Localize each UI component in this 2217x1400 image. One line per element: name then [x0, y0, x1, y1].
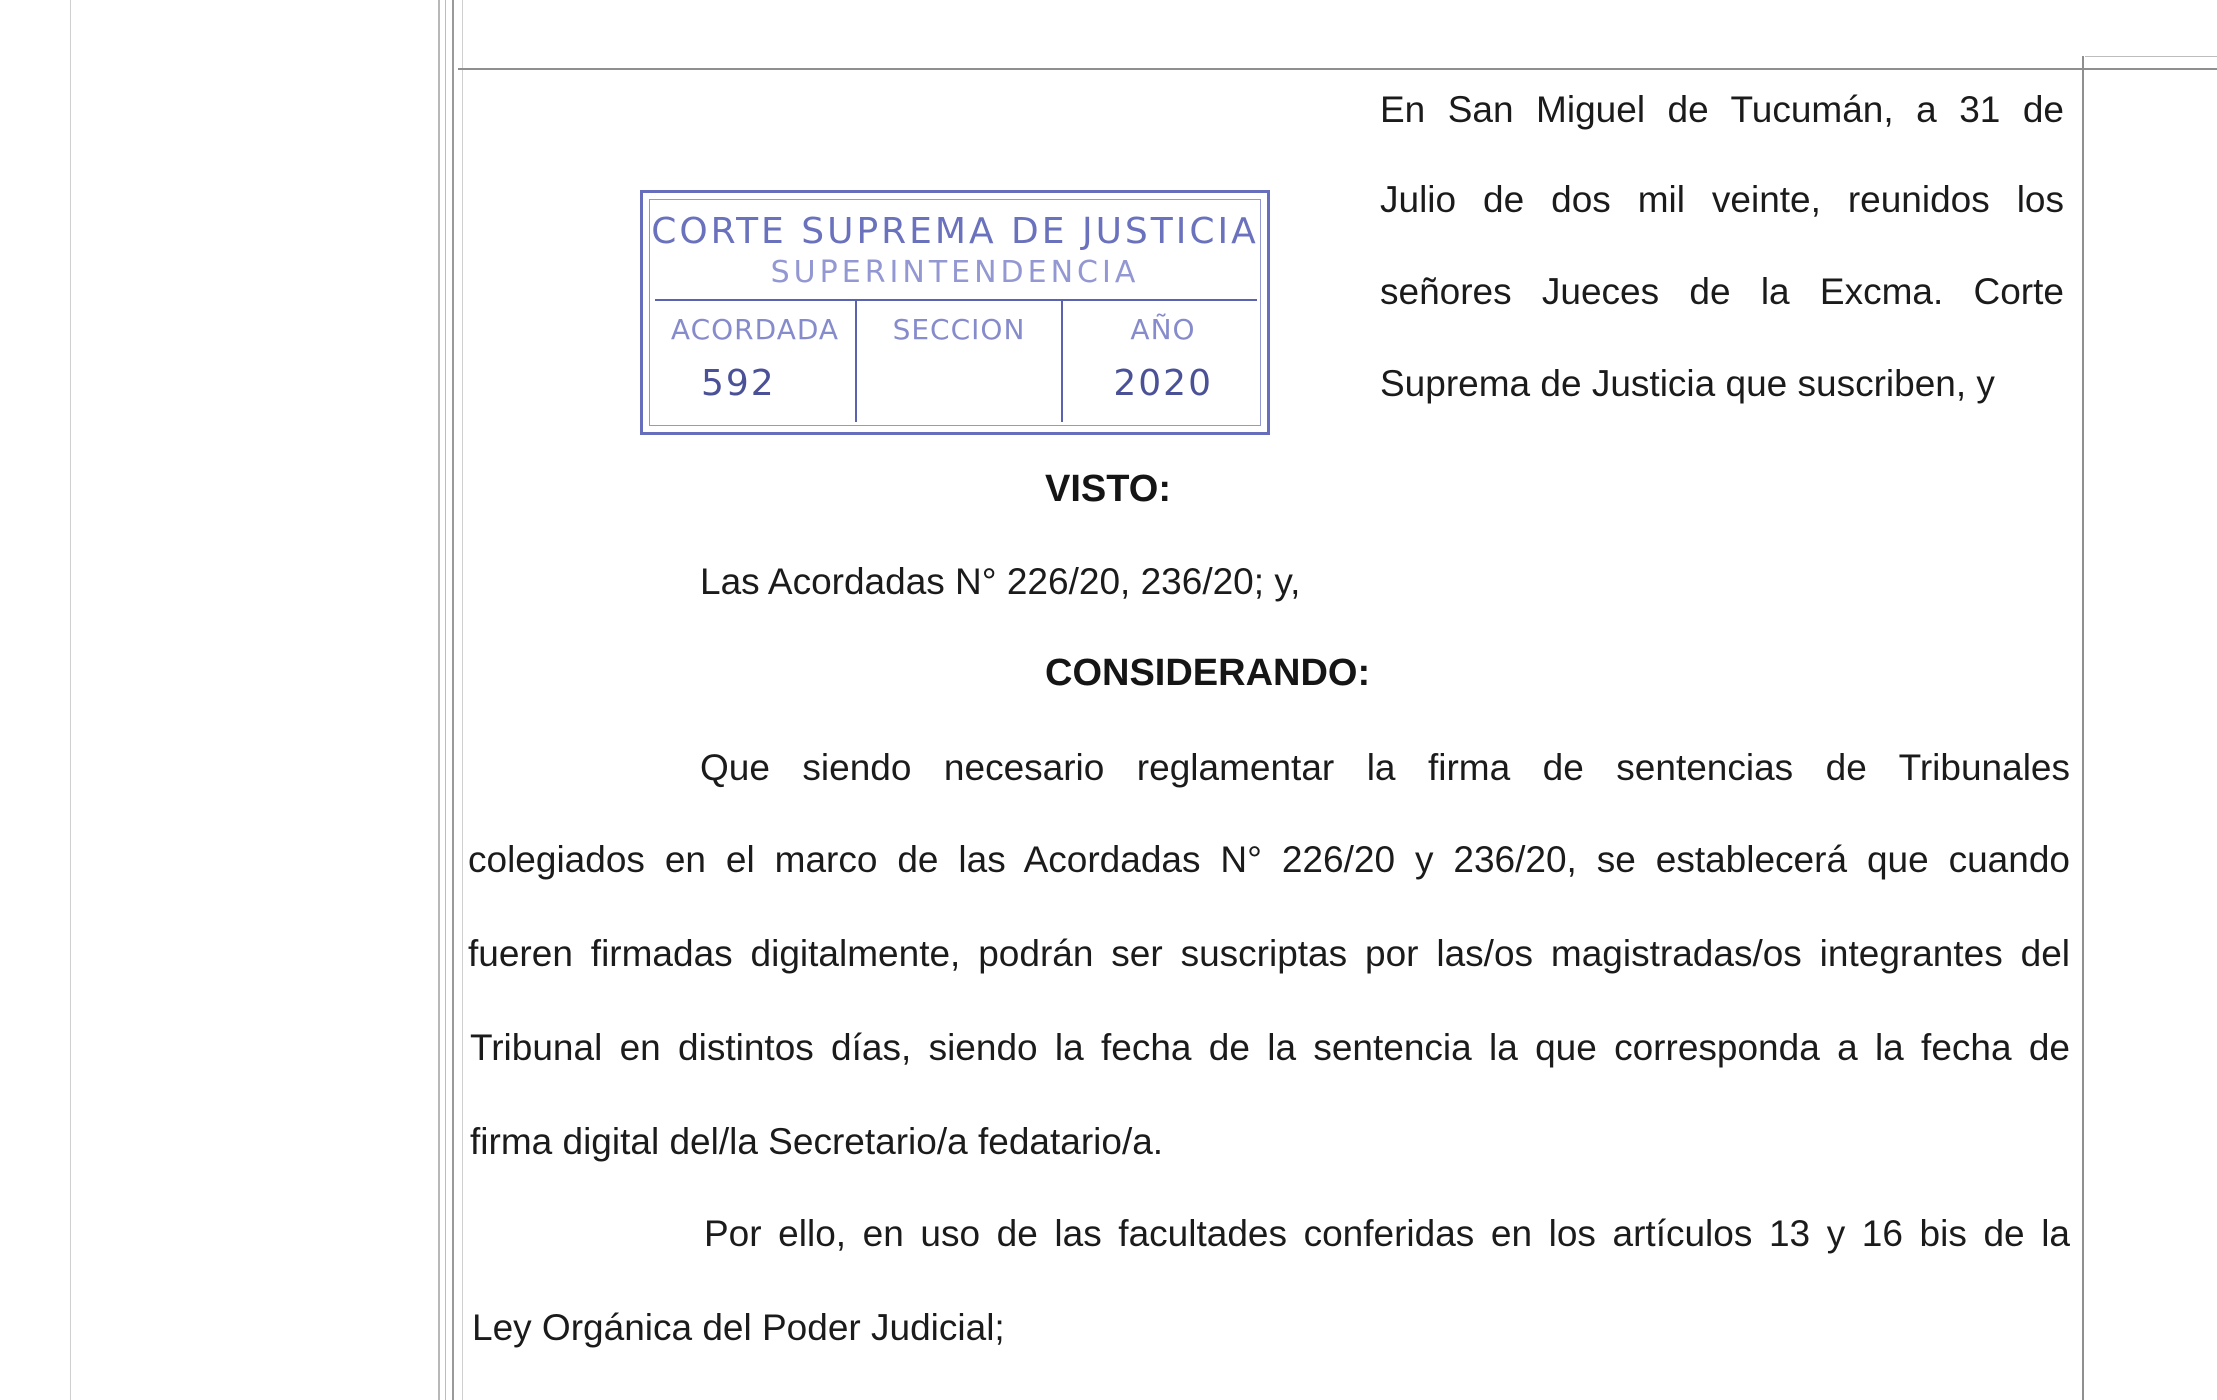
- stamp-seccion-label: SECCION: [892, 313, 1026, 346]
- intro-line: Suprema de Justicia que suscriben, y: [1380, 363, 1995, 404]
- paragraph-line: firma digital del/la Secretario/a fedatario/a.: [470, 1121, 1164, 1162]
- margin-line: [445, 0, 446, 1400]
- paragraph-line: colegiados en el marco de las Acordadas N° 226/20 y 236/20, se establecerá que cuando: [468, 839, 2070, 880]
- margin-line: [452, 0, 454, 1400]
- considerando-heading: CONSIDERANDO:: [1045, 652, 1371, 694]
- right-margin-line: [2082, 56, 2084, 1400]
- intro-line: señores Jueces de la Excma. Corte: [1380, 271, 2064, 312]
- official-stamp: [640, 190, 1270, 435]
- header-rule: [458, 68, 2217, 70]
- paragraph-line: Por ello, en uso de las facultades conferidas en los artículos 13 y 16 bis de la: [704, 1213, 2070, 1254]
- stamp-title: CORTE SUPREMA DE JUSTICIA: [651, 211, 1259, 252]
- stamp-ano-label: AÑO: [1130, 313, 1196, 346]
- stamp-acordada-number: 592: [701, 363, 776, 404]
- visto-heading: VISTO:: [1045, 468, 1171, 510]
- paragraph-line: Ley Orgánica del Poder Judicial;: [472, 1307, 1005, 1348]
- margin-line: [462, 0, 463, 1400]
- paragraph-line: Que siendo necesario reglamentar la firma de sentencias de Tribunales: [700, 747, 2070, 788]
- intro-line: Julio de dos mil veinte, reunidos los: [1380, 179, 2064, 220]
- page-edge-line: [70, 0, 71, 1400]
- stamp-acordada-label: ACORDADA: [670, 313, 840, 346]
- margin-line: [438, 0, 440, 1400]
- visto-text: Las Acordadas N° 226/20, 236/20; y,: [700, 561, 1301, 602]
- stamp-year: 2020: [1113, 363, 1213, 404]
- intro-line: En San Miguel de Tucumán, a 31 de: [1380, 89, 2064, 130]
- paragraph-line: Tribunal en distintos días, siendo la fecha de la sentencia la que corresponda a la fecha de: [470, 1027, 2070, 1068]
- paragraph-line: fueren firmadas digitalmente, podrán ser suscriptas por las/os magistradas/os integrantes del: [468, 933, 2070, 974]
- header-rule: [2085, 56, 2217, 57]
- stamp-subtitle: SUPERINTENDENCIA: [770, 255, 1140, 290]
- stamp-divider: [655, 299, 1257, 301]
